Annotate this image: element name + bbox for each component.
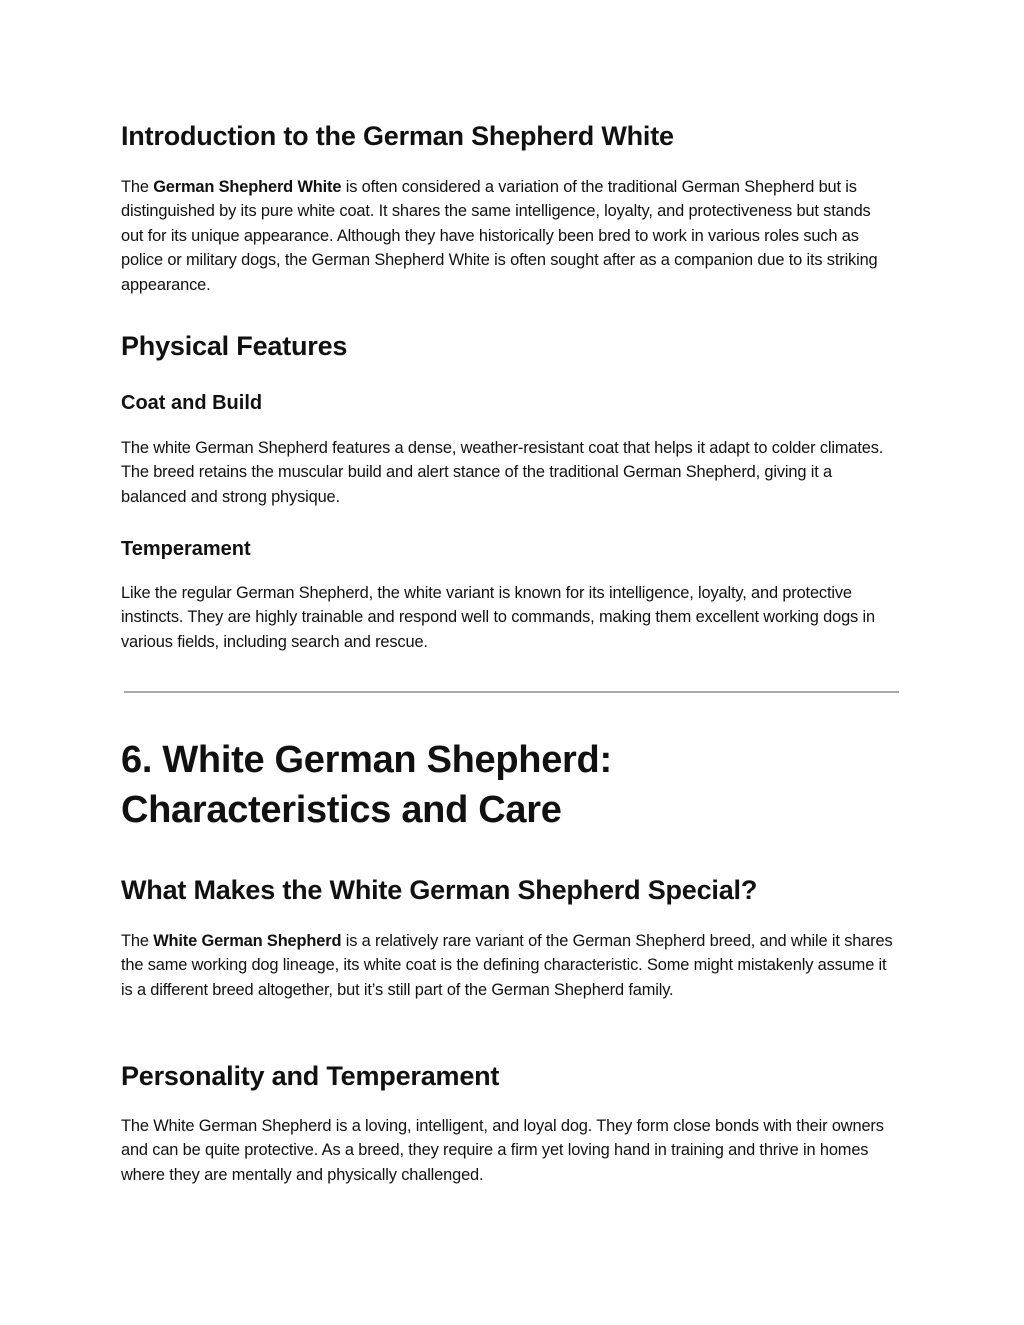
physical-features-heading: Physical Features — [121, 331, 348, 361]
coat-and-build-paragraph: The white German Shepherd features a dense, weather-resistant coat that helps it adapt to colder climates. The breed retains the muscular build and alert stance of the traditional German Shepherd, giving it a balanced and strong physique. — [121, 439, 884, 506]
temperament-heading: Temperament — [121, 538, 251, 560]
intro-text-post: is often considered a variation of the traditional German Shepherd but is distinguished by its pure white coat. It shares the same intelligence, loyalty, and protectiveness but stands out for its unique appearance. Although they have historically been bred to work in various roles such as police or military dogs, the German Shepherd White is often sought after as a companion due to its striking appearance. — [121, 178, 878, 294]
coat-and-build-heading: Coat and Build — [121, 392, 263, 414]
special-heading: What Makes the White German Shepherd Special? — [121, 875, 758, 905]
intro-heading: Introduction to the German Shepherd White — [121, 121, 674, 151]
personality-heading: Personality and Temperament — [121, 1061, 500, 1091]
special-text-post: is a relatively rare variant of the German Shepherd breed, and while it shares the same working dog lineage, its white coat is the defining characteristic. Some might mistakenly assume it is a different breed altogether, but it’s still part of the German Shepherd family. — [121, 932, 893, 999]
special-text-bold: White German Shepherd — [153, 932, 342, 950]
intro-text-pre: The — [121, 178, 154, 196]
intro-paragraph — [121, 175, 896, 297]
section-title-line2: Characteristics and Care — [121, 789, 562, 831]
section-title-line1: 6. White German Shepherd: — [121, 739, 612, 781]
personality-paragraph: The White German Shepherd is a loving, intelligent, and loyal dog. They form close bonds with their owners and can be quite protective. As a breed, they require a firm yet loving hand in training and thrive in homes where they are mentally and physically challenged. — [121, 1117, 884, 1184]
intro-text-bold: German Shepherd White — [153, 178, 342, 196]
section-title — [121, 735, 612, 835]
temperament-paragraph: Like the regular German Shepherd, the white variant is known for its intelligence, loyalty, and protective instincts. They are highly trainable and respond well to commands, making them excellent working dogs in various fields, including search and rescue. — [121, 584, 875, 651]
horizontal-divider — [124, 691, 899, 693]
special-text-pre: The — [121, 932, 154, 950]
special-paragraph — [121, 929, 896, 1002]
